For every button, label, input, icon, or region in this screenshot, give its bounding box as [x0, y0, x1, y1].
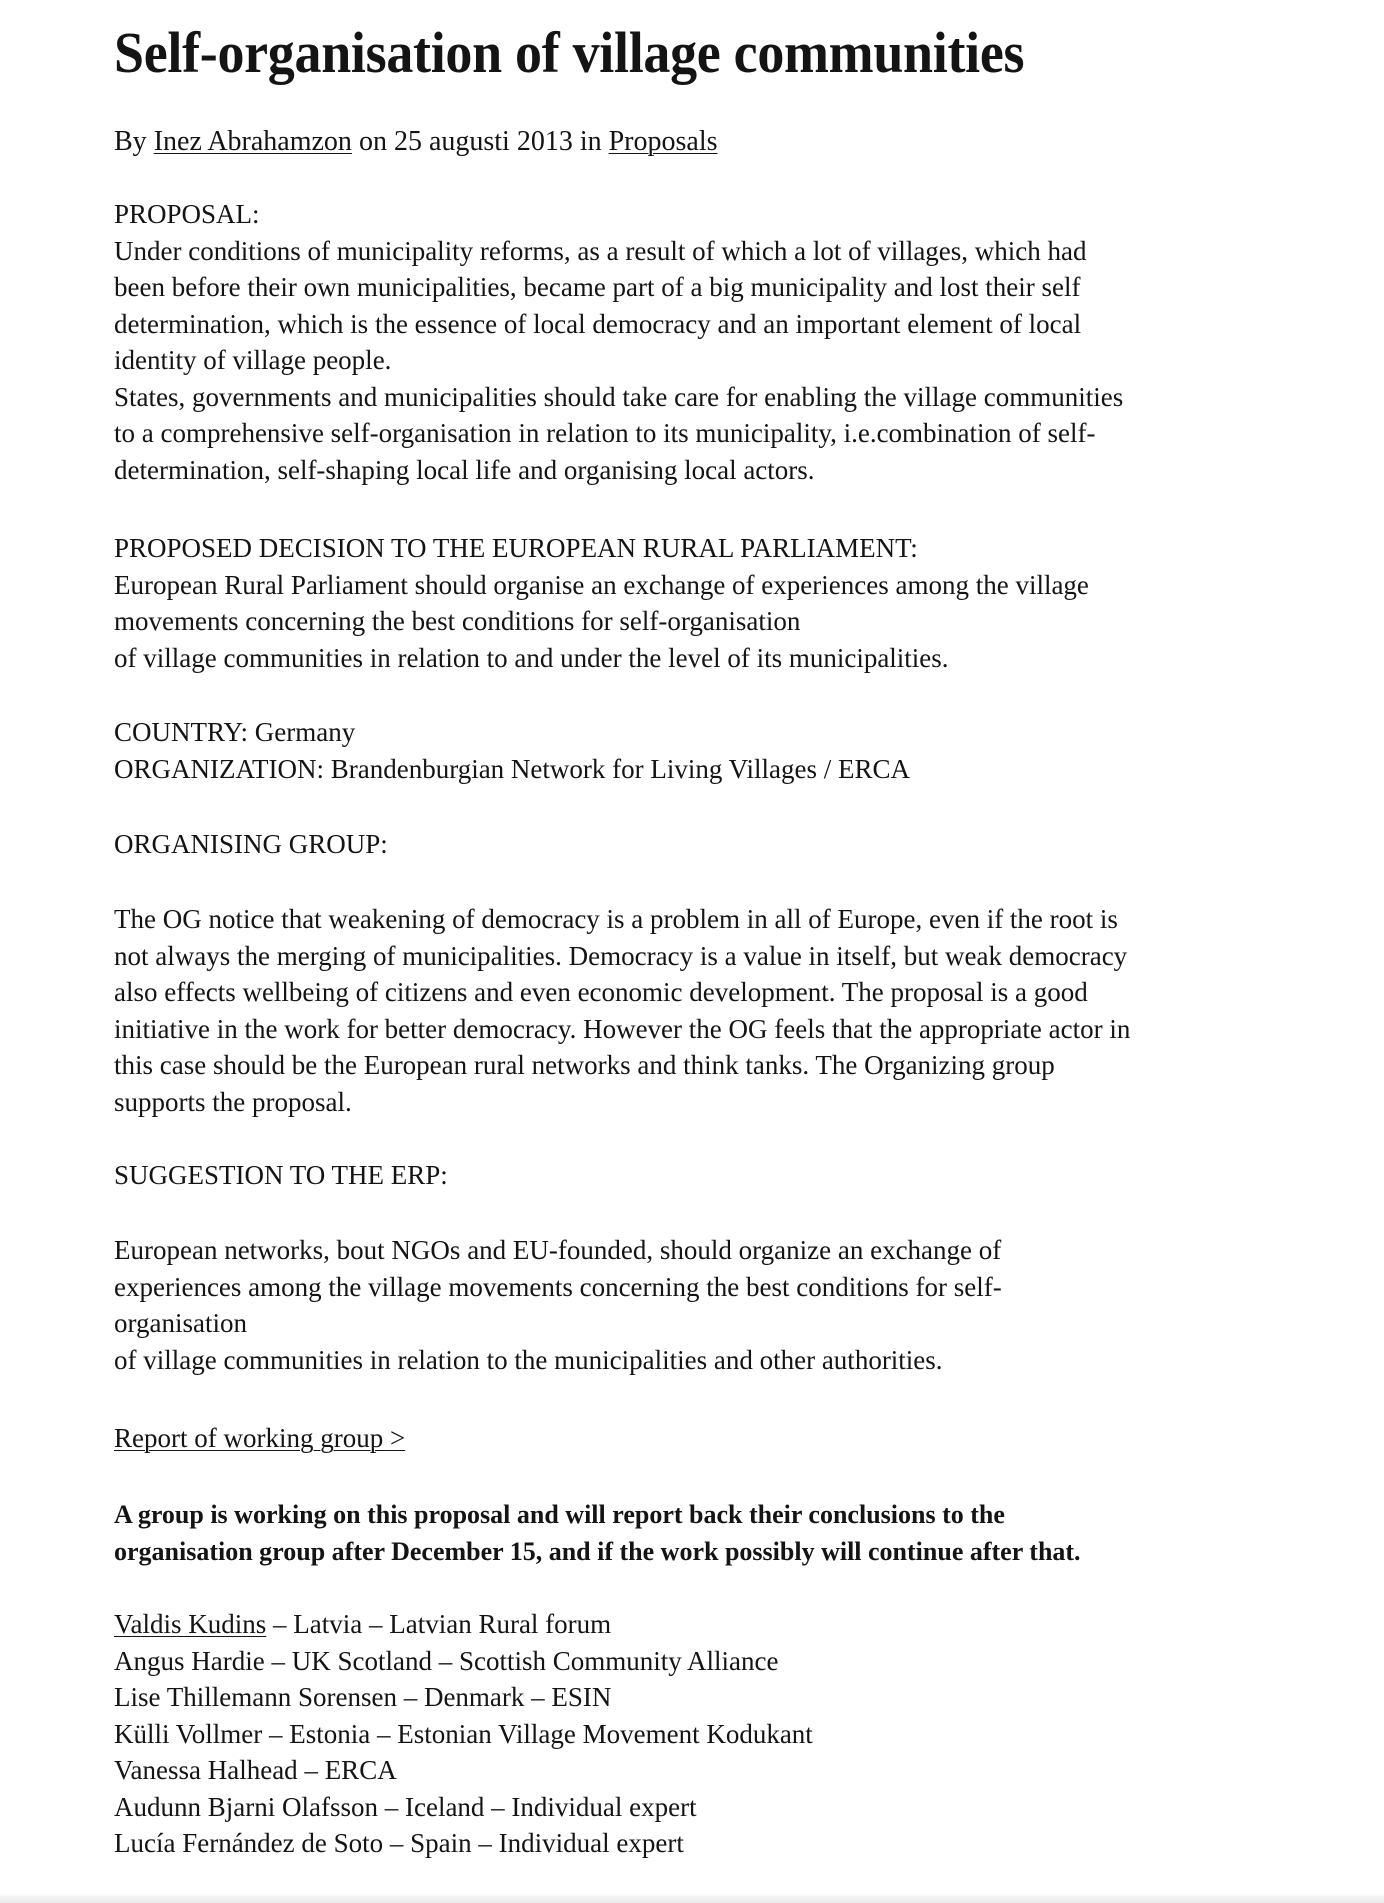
member-details: – UK Scotland – Scottish Community Alliance	[264, 1645, 779, 1676]
section-heading: SUGGESTION TO THE ERP:	[114, 1160, 448, 1190]
paragraph-line: of village communities in relation to the municipalities and other authorities.	[114, 1344, 943, 1375]
member-details: – Iceland – Individual expert	[377, 1791, 697, 1822]
paragraph-line: The OG notice that weakening of democracy is a problem in all of Europe, even if the root is	[114, 904, 1118, 934]
country-line: COUNTRY: Germany	[114, 717, 356, 747]
paragraph-line: identity of village people.	[114, 345, 392, 375]
member-details: – ERCA	[297, 1755, 397, 1785]
member-name: Lucía Fernández de Soto	[114, 1828, 384, 1858]
page-title: Self-organisation of village communities	[114, 20, 1025, 85]
paragraph-line: been before their own municipalities, became part of a big municipality and lost their self	[114, 272, 1081, 302]
paragraph-line: Under conditions of municipality reforms, as a result of which a lot of villages, which had	[114, 235, 1087, 266]
member-name: Vanessa Halhead	[114, 1755, 298, 1785]
member-details: – Estonia – Estonian Village Movement Kodukant	[262, 1718, 813, 1749]
scan-edge-shadow	[0, 1893, 1384, 1903]
section-heading: PROPOSED DECISION TO THE EUROPEAN RURAL PARLIAMENT:	[114, 533, 918, 563]
suggestion-heading-block	[114, 1157, 448, 1194]
meta-section	[114, 714, 910, 787]
paragraph-line: initiative in the work for better democracy. However the OG feels that the appropriate actor in	[114, 1013, 1131, 1044]
notice-line: A group is working on this proposal and will report back their conclusions to the	[114, 1500, 1005, 1529]
notice-line: organisation group after December 15, and if the work possibly will continue after that.	[114, 1536, 1081, 1566]
section-heading: ORGANISING GROUP:	[114, 829, 388, 859]
paragraph-line: experiences among the village movements concerning the best conditions for self-	[114, 1271, 1002, 1302]
member-name: Külli Vollmer	[114, 1718, 263, 1749]
member-item	[114, 1679, 813, 1716]
paragraph-line: also effects wellbeing of citizens and even economic development. The proposal is a good	[114, 977, 1088, 1007]
working-group-notice	[114, 1497, 1081, 1570]
section-heading: PROPOSAL:	[114, 199, 260, 229]
paragraph-line: supports the proposal.	[114, 1086, 352, 1117]
member-item	[114, 1789, 813, 1826]
member-name-link[interactable]: Valdis Kudins	[114, 1609, 267, 1639]
paragraph-line: movements concerning the best conditions for self-organisation	[114, 606, 801, 636]
paragraph-line: determination, which is the essence of local democracy and an important element of local	[114, 308, 1082, 339]
byline-date: on 25 augusti 2013 in	[358, 126, 602, 157]
paragraph-line: not always the merging of municipalities. Democracy is a value in itself, but weak democracy	[114, 940, 1128, 971]
byline	[114, 124, 718, 160]
category-link[interactable]: Proposals	[608, 126, 718, 157]
member-item	[114, 1825, 813, 1862]
paragraph-line: European Rural Parliament should organise an exchange of experiences among the village	[114, 569, 1089, 600]
report-of-working-group-link[interactable]: Report of working group >	[114, 1423, 406, 1453]
byline-prefix: By	[114, 126, 147, 157]
organising-group-section	[114, 901, 1130, 1120]
member-item	[114, 1716, 813, 1753]
member-name: Lise Thillemann Sorensen	[114, 1682, 397, 1712]
paragraph-line: to a comprehensive self-organisation in relation to its municipality, i.e.combination of self-	[114, 418, 1096, 448]
organising-group-heading-block	[114, 826, 388, 863]
member-item	[114, 1752, 813, 1789]
member-item	[114, 1643, 813, 1680]
organization-line: ORGANIZATION: Brandenburgian Network for Living Villages / ERCA	[114, 753, 911, 784]
member-details: – Denmark – ESIN	[396, 1682, 612, 1712]
suggestion-section	[114, 1232, 1002, 1378]
report-link-block	[114, 1420, 405, 1457]
member-name: Audunn Bjarni Olafsson	[114, 1791, 378, 1822]
members-list	[114, 1606, 813, 1862]
paragraph-line: determination, self-shaping local life and organising local actors.	[114, 454, 815, 485]
paragraph-line: organisation	[114, 1308, 247, 1338]
paragraph-line: of village communities in relation to and under the level of its municipalities.	[114, 642, 949, 673]
paragraph-line: this case should be the European rural networks and think tanks. The Organizing group	[114, 1050, 1055, 1080]
paragraph-line: States, governments and municipalities should take care for enabling the village communities	[114, 381, 1124, 412]
member-item	[114, 1606, 813, 1643]
proposed-decision-section	[114, 530, 1089, 676]
paragraph-line: European networks, bout NGOs and EU-founded, should organize an exchange of	[114, 1235, 1002, 1265]
author-link[interactable]: Inez Abrahamzon	[153, 126, 352, 157]
member-name: Angus Hardie	[114, 1645, 265, 1676]
proposal-section	[114, 196, 1123, 488]
member-details: – Spain – Individual expert	[383, 1828, 684, 1858]
member-details: – Latvia – Latvian Rural forum	[266, 1609, 612, 1639]
